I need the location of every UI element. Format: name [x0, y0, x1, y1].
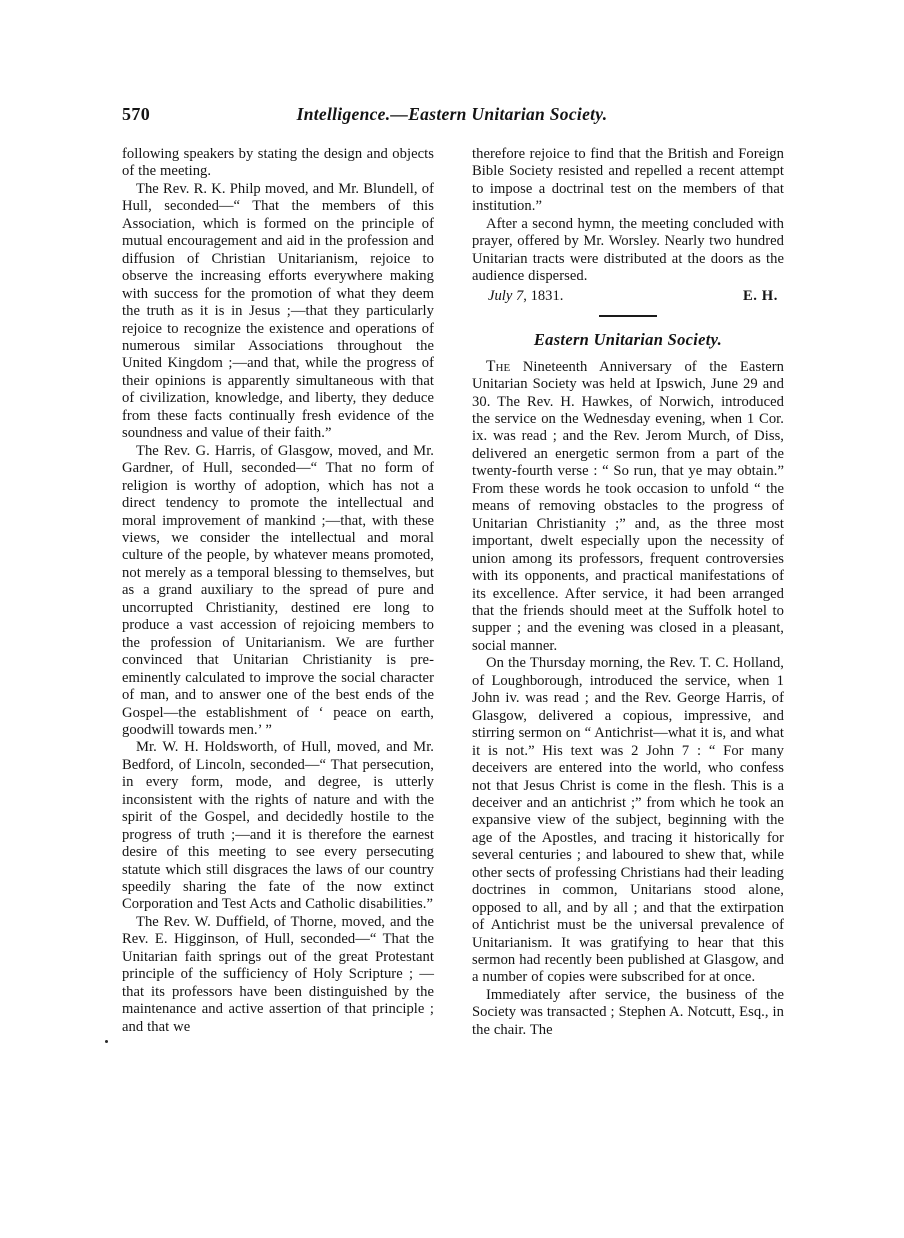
paragraph-duffield-resolution: The Rev. W. Duffield, of Thorne, moved, and the Rev. E. Higginson, of Hull, seconded—“ That the Unitarian faith springs out of the great Protestant principle of the sufficiency of Holy Scripture ; —that its professors have been distinguished by the maintenance and active assertion of that principle ; and that we [122, 913, 434, 1035]
left-column [122, 146, 434, 1036]
running-head [122, 104, 782, 130]
running-head-title: Intelligence.—Eastern Unitarian Society. [296, 104, 608, 124]
dateline-date: July 7 [488, 287, 524, 304]
section-heading: Eastern Unitarian Society. [533, 329, 723, 349]
paragraph-philp-resolution: The Rev. R. K. Philp moved, and Mr. Blundell, of Hull, seconded—“ That the members of this Association, which is formed on the principle of mutual encouragement and aid in the profession and diffusion of Christian Unitarianism, rejoice to observe the increasing efforts everywhere making with success for the promotion of what they deem the truth as it is in Jesus ;—that they particularly rejoice to recognize the existence and operations of numerous similar Associations throughout the United Kingdom ;—and that, while the progress of their opinions is apparently simultaneous with that of civilization, knowledge, and liberty, they deduce from these facts continually fresh evidence of the soundness and value of their faith.” [122, 180, 434, 442]
section-divider-rule [599, 315, 657, 317]
paragraph-meeting-concluded: After a second hymn, the meeting concluded with prayer, offered by Mr. Worsley. Nearly two hundred Unitarian tracts were distributed at the doors as the audience dispersed. [472, 215, 784, 285]
paragraph-following-speakers: following speakers by stating the design and objects of the meeting. [122, 146, 434, 180]
paragraph-anniversary-opening [472, 358, 784, 656]
margin-ink-speck [105, 1040, 108, 1043]
dateline-row [472, 287, 784, 306]
opening-small-caps: The [486, 357, 511, 375]
paragraph-thursday-morning: On the Thursday morning, the Rev. T. C. Holland, of Loughborough, introduced the service, when 1 John iv. was read ; and the Rev. George Harris, of Glasgow, delivered a copious, impressive, and stirring sermon on “ Antichrist—what it is, and what it is not.” His text was 2 John 7 : “ For many deceivers are entered into the world, who confess not that Jesus Christ is come in the flesh. This is a deceiver and an antichrist ;” from which he took an expansive view of the subject, beginning with the age of the Apostles, and tracing it historically for several centuries ; and laboured to shew that, while other sects of professing Christians had their leading doctrines in common, Unitarians stood alone, opposed to all, and by all ; and that the extirpation of Antichrist must be the universal prevalence of Unitarianism. It was gratifying to hear that this sermon had recently been published at Glasgow, and a number of copies were subscribed for at once. [472, 655, 784, 986]
paragraph-holdsworth-resolution: Mr. W. H. Holdsworth, of Hull, moved, and Mr. Bedford, of Lincoln, seconded—“ That persecution, in every form, mode, and degree, is utterly inconsistent with the rights of nature and with the spirit of the Gospel, and decidedly hostile to the progress of truth ;—and it is therefore the earnest desire of this meeting to see every persecuting statute which still disgraces the laws of our country speedily sharing the fate of the now extinct Corporation and Test Acts and Catholic disabilities.” [122, 739, 434, 913]
dateline-year: , 1831. [523, 287, 564, 304]
dateline [488, 287, 563, 305]
paragraph-anniversary-opening-text: Nineteenth Anniversary of the Eastern Unitarian Society was held at Ipswich, June 29 and 30. The Rev. H. Hawkes, of Norwich, introduced the service on the Wednesday evening, when 1 Cor. ix. was read ; and the Rev. Jerom Murch, of Diss, delivered an energetic sermon from a part of the twenty-fourth verse : “ So run, that ye may obtain.” From these words he took occasion to unfold “ the means of removing obstacles to the progress of Unitarian Christianity ;” and, as the three most important, dwelt especially upon the necessity of union among its professors, frequent controversies with its opponents, and practical manifestations of its excellence. After service, it had been arranged that the friends should meet at the Suffolk hotel to supper ; and the evening was closed in a pleasant, social manner. [472, 358, 784, 654]
paragraph-bible-society: therefore rejoice to find that the British and Foreign Bible Society resisted and repelled a recent attempt to impose a doctrinal test on the members of that institution.” [472, 146, 784, 215]
paragraph-business-transacted: Immediately after service, the business of the Society was transacted ; Stephen A. Notcutt, Esq., in the chair. The [472, 986, 784, 1038]
right-column [472, 146, 784, 1039]
paragraph-harris-resolution: The Rev. G. Harris, of Glasgow, moved, and Mr. Gardner, of Hull, seconded—“ That no form of religion is worthy of adoption, which has not a direct tendency to promote the intellectual and moral improvement of mankind ;—that, with these views, we consider the intellectual and moral culture of the people, by whatever means promoted, not merely as a temporal blessing to themselves, but as a grand auxiliary to the spread of pure and uncorrupted Christianity, destined ere long to produce a vast accession of rejoicing members to the profession of Unitarianism. We are further convinced that Unitarian Christianity is pre-eminently calculated to improve the social character of man, and to answer one of the best ends of the Gospel—the establishment of ‘ peace on earth, goodwill towards men.’ ” [122, 442, 434, 738]
author-signature: E. H. [742, 287, 778, 304]
page-number: 570 [122, 104, 151, 124]
